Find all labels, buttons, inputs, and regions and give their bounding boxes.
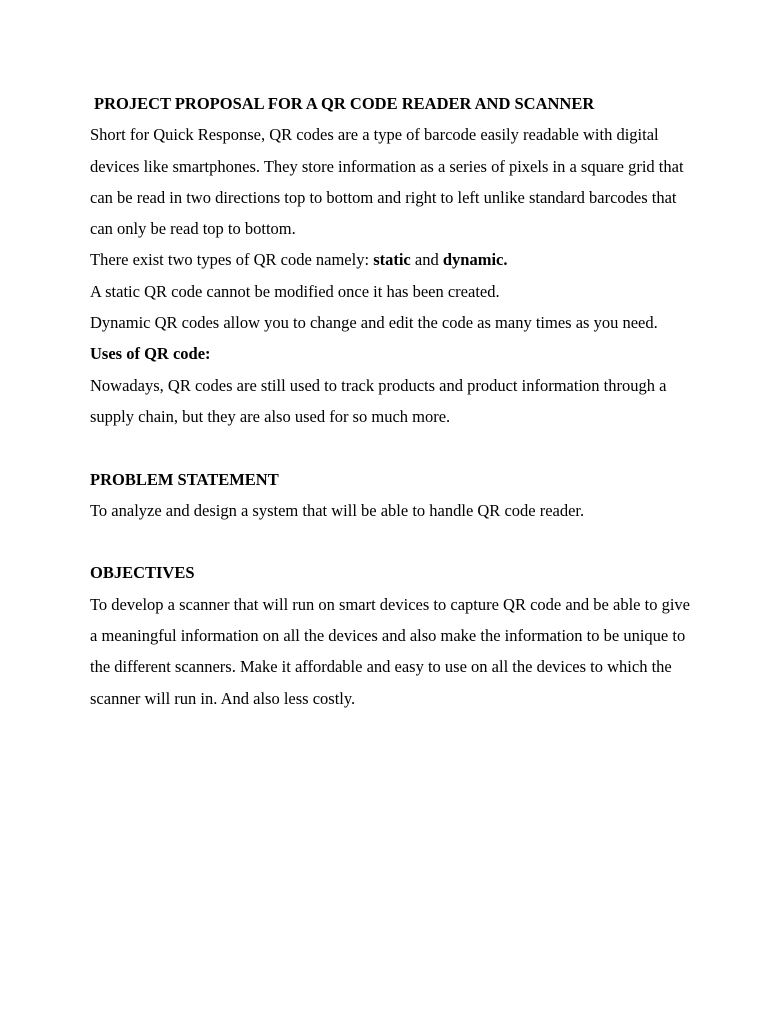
- objectives-heading: OBJECTIVES: [90, 563, 195, 583]
- uses-paragraph: Nowadays, QR codes are still used to track products and product information through a supply chain, but they are also used for so much more.: [90, 375, 667, 426]
- uses-heading: Uses of QR code:: [90, 344, 211, 364]
- document-body: [90, 88, 690, 714]
- document-title: PROJECT PROPOSAL FOR A QR CODE READER AND SCANNER: [94, 94, 595, 113]
- types-sentence-connector: and: [410, 250, 443, 270]
- types-sentence: [90, 244, 690, 275]
- types-sentence-prefix: There exist two types of QR code namely:: [90, 250, 374, 270]
- section-spacer: [90, 526, 690, 557]
- dynamic-description: Dynamic QR codes allow you to change and edit the code as many times as you need.: [90, 313, 658, 333]
- intro-paragraph: Short for Quick Response, QR codes are a type of barcode easily readable with digital devices like smartphones. They store information as a series of pixels in a square grid that can be read in two directions top to bottom and right to left unlike standard barcodes that can only be read top to bottom.: [90, 125, 684, 239]
- dynamic-term: dynamic.: [442, 250, 508, 270]
- static-description: A static QR code cannot be modified once it has been created.: [90, 281, 500, 301]
- problem-statement-paragraph: To analyze and design a system that will be able to handle QR code reader.: [90, 500, 585, 520]
- objectives-paragraph: To develop a scanner that will run on smart devices to capture QR code and be able to give a meaningful information on all the devices and also make the information to be unique to the different scanners. Make it affordable and easy to use on all the devices to which the scanner will run in. And also less costly.: [90, 594, 690, 708]
- problem-statement-heading: PROBLEM STATEMENT: [90, 469, 279, 489]
- section-spacer: [90, 432, 690, 463]
- static-term: static: [373, 250, 411, 270]
